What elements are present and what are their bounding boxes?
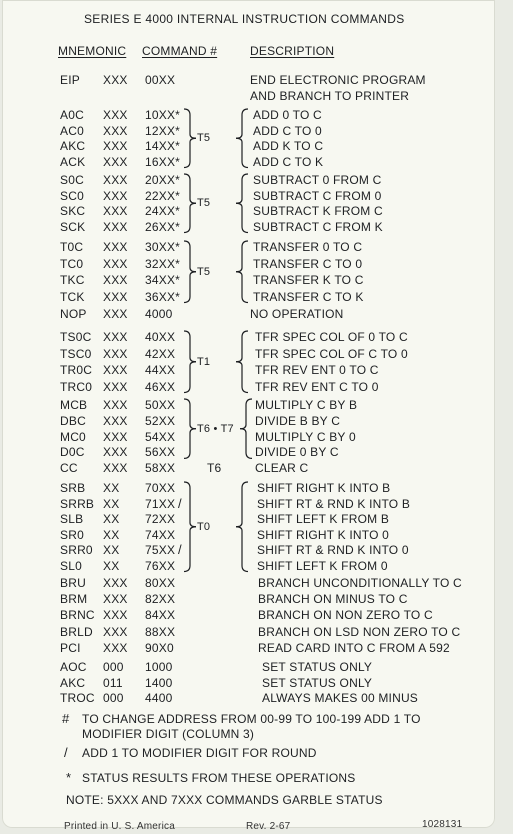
address-cell: XX — [103, 527, 120, 542]
hash-footnote-line1: TO CHANGE ADDRESS FROM 00-99 TO 100-199 ADD 1 TO — [82, 712, 421, 726]
description-cell: DIVIDE 0 BY C — [255, 445, 339, 460]
command-cell: 20XX* — [145, 173, 181, 187]
address-cell: XXX — [103, 256, 128, 271]
description-cell: TRANSFER K TO C — [253, 273, 364, 287]
header-description: DESCRIPTION — [250, 44, 335, 58]
address-cell: XXX — [103, 461, 128, 476]
timing-label: T5 — [197, 265, 211, 278]
mnemonic-cell: NOP — [60, 307, 87, 321]
timing-label: T6 — [207, 461, 222, 476]
description-cell: ADD K TO C — [253, 139, 324, 153]
address-cell: XX — [103, 558, 120, 573]
description-cell: TRANSFER C TO 0 — [253, 256, 363, 271]
description-cell: SUBTRACT C FROM K — [253, 219, 383, 234]
mnemonic-cell: ACK — [60, 154, 86, 169]
mnemonic-cell: A0C — [60, 108, 84, 122]
command-cell: 50XX — [145, 398, 176, 412]
command-cell: 14XX* — [145, 139, 181, 153]
mnemonic-cell: SRRB — [60, 496, 95, 511]
description-cell: SHIFT RIGHT K INTO 0 — [257, 527, 390, 542]
address-cell: XXX — [103, 363, 128, 377]
address-cell: XXX — [103, 289, 128, 304]
mnemonic-cell: SL0 — [60, 558, 82, 573]
mnemonic-cell: S0C — [60, 173, 84, 187]
description-cell: SHIFT RT & RND K INTO 0 — [257, 543, 409, 557]
round-marker: / — [178, 495, 182, 511]
command-cell: 4000 — [145, 307, 173, 321]
mnemonic-cell: SKC — [60, 204, 86, 218]
mnemonic-cell: SR0 — [60, 527, 84, 542]
mnemonic-cell: AKC — [60, 675, 86, 690]
garble-note: NOTE: 5XXX AND 7XXX COMMANDS GARBLE STATUS — [66, 793, 383, 807]
address-cell: XXX — [103, 154, 128, 169]
command-cell: 12XX* — [145, 123, 181, 138]
command-cell: 42XX — [145, 346, 176, 361]
command-cell: 36XX* — [145, 289, 181, 304]
mnemonic-cell: TR0C — [60, 363, 93, 377]
description-cell: BRANCH ON LSD NON ZERO TO C — [258, 624, 461, 639]
star-footnote-text: STATUS RESULTS FROM THESE OPERATIONS — [82, 771, 356, 785]
slash-footnote-marker: / — [64, 745, 68, 760]
mnemonic-cell: AKC — [60, 139, 86, 153]
address-cell: XXX — [103, 413, 128, 428]
command-cell: 71XX — [145, 496, 176, 511]
command-cell: 88XX — [145, 624, 176, 639]
printed-in: Printed in U. S. America — [64, 821, 175, 832]
address-cell: XXX — [103, 204, 128, 218]
description-cell: SHIFT LEFT K FROM B — [257, 512, 390, 526]
command-cell: 22XX* — [145, 188, 181, 203]
address-cell: XXX — [103, 576, 128, 590]
instruction-card — [2, 0, 495, 832]
mnemonic-cell: TCK — [60, 289, 85, 304]
command-cell: 82XX — [145, 592, 176, 607]
address-cell: XXX — [103, 73, 128, 87]
command-cell: 75XX — [145, 543, 176, 557]
timing-label: T6 • T7 — [197, 422, 234, 435]
address-cell: XXX — [103, 429, 128, 444]
address-cell: XXX — [103, 307, 128, 321]
mnemonic-cell: BRM — [60, 592, 88, 607]
description-cell: END ELECTRONIC PROGRAM — [250, 73, 426, 87]
command-cell: 32XX* — [145, 256, 181, 271]
address-cell: XXX — [103, 173, 128, 187]
mnemonic-cell: BRLD — [60, 624, 93, 639]
mnemonic-cell: D0C — [60, 445, 85, 460]
right-brace-upper — [236, 482, 248, 527]
command-cell: 72XX — [145, 512, 176, 526]
header-mnemonic: MNEMONIC — [58, 44, 127, 58]
address-cell: XXX — [103, 108, 128, 122]
mnemonic-cell: SRR0 — [60, 543, 93, 557]
description-cell: ADD 0 TO C — [253, 108, 322, 122]
description-cell: ADD C TO K — [253, 154, 324, 169]
description-cell: SUBTRACT C FROM 0 — [253, 188, 382, 203]
command-cell: 4400 — [145, 691, 173, 706]
address-cell: XXX — [103, 445, 128, 460]
description-cell: READ CARD INTO C FROM A 592 — [258, 640, 450, 655]
description-cell: AND BRANCH TO PRINTER — [250, 89, 410, 103]
description-cell: SHIFT LEFT K FROM 0 — [257, 558, 388, 573]
command-cell: 34XX* — [145, 273, 181, 287]
description-cell: MULTIPLY C BY B — [255, 398, 358, 412]
hash-footnote-marker: # — [62, 711, 70, 726]
timing-label: T5 — [197, 132, 211, 145]
command-cell: 26XX* — [145, 219, 181, 234]
address-cell: XXX — [103, 330, 128, 344]
description-cell: DIVIDE B BY C — [255, 413, 341, 428]
command-cell: 1400 — [145, 675, 173, 690]
command-cell: 00XX — [145, 73, 176, 87]
address-cell: XXX — [103, 608, 128, 623]
description-cell: NO OPERATION — [250, 307, 344, 321]
command-cell: 58XX — [145, 461, 176, 476]
command-cell: 84XX — [145, 608, 176, 623]
address-cell: XXX — [103, 346, 128, 361]
mnemonic-cell: EIP — [60, 73, 80, 87]
command-cell: 54XX — [145, 429, 176, 444]
address-cell: XXX — [103, 640, 128, 655]
description-cell: SUBTRACT K FROM C — [253, 204, 383, 218]
address-cell: XX — [103, 496, 120, 511]
command-cell: 10XX* — [145, 108, 181, 122]
command-cell: 46XX — [145, 379, 176, 394]
mnemonic-cell: TKC — [60, 273, 85, 287]
address-cell: XXX — [103, 398, 128, 412]
command-cell: 74XX — [145, 527, 176, 542]
description-cell: ALWAYS MAKES 00 MINUS — [262, 691, 419, 706]
timing-label: T1 — [197, 355, 211, 368]
timing-label: T5 — [197, 197, 211, 210]
description-cell: TFR SPEC COL OF C TO 0 — [255, 346, 408, 361]
description-cell: SET STATUS ONLY — [262, 675, 373, 690]
mnemonic-cell: TSC0 — [60, 346, 92, 361]
right-brace-lower — [236, 527, 248, 572]
command-cell: 52XX — [145, 413, 176, 428]
address-cell: XX — [103, 543, 120, 557]
mnemonic-cell: TS0C — [60, 330, 92, 344]
mnemonic-cell: PCI — [60, 640, 81, 655]
mnemonic-cell: TRC0 — [60, 379, 93, 394]
address-cell: XX — [103, 481, 120, 495]
description-cell: BRANCH ON MINUS TO C — [258, 592, 408, 607]
hash-footnote-line2: MODIFIER DIGIT (COLUMN 3) — [82, 727, 255, 741]
star-footnote-marker: * — [66, 770, 72, 785]
command-cell: 70XX — [145, 481, 176, 495]
mnemonic-cell: BRNC — [60, 608, 95, 623]
address-cell: XXX — [103, 273, 128, 287]
left-brace-upper — [184, 482, 196, 527]
address-cell: 000 — [103, 691, 124, 706]
address-cell: XXX — [103, 592, 128, 607]
description-cell: SHIFT RIGHT K INTO B — [257, 481, 391, 495]
command-cell: 1000 — [145, 660, 173, 674]
description-cell: BRANCH ON NON ZERO TO C — [258, 608, 433, 623]
description-cell: SET STATUS ONLY — [262, 660, 373, 674]
description-cell: TFR SPEC COL OF 0 TO C — [255, 330, 408, 344]
command-cell: 44XX — [145, 363, 176, 377]
command-cell: 16XX* — [145, 154, 181, 169]
address-cell: 011 — [103, 675, 123, 690]
mnemonic-cell: SLB — [60, 512, 84, 526]
description-cell: TRANSFER 0 TO C — [253, 240, 363, 254]
mnemonic-cell: CC — [60, 461, 78, 476]
revision: Rev. 2-67 — [246, 821, 291, 832]
header-command: COMMAND # — [142, 44, 218, 58]
description-cell: BRANCH UNCONDITIONALLY TO C — [258, 576, 462, 590]
address-cell: XXX — [103, 240, 128, 254]
address-cell: XXX — [103, 139, 128, 153]
slash-footnote-text: ADD 1 TO MODIFIER DIGIT FOR ROUND — [82, 746, 317, 760]
address-cell: 000 — [103, 660, 124, 674]
left-brace-lower — [184, 527, 196, 572]
address-cell: XXX — [103, 379, 128, 394]
command-cell: 24XX* — [145, 204, 181, 218]
description-cell: TRANSFER C TO K — [253, 289, 364, 304]
address-cell: XXX — [103, 188, 128, 203]
command-cell: 80XX — [145, 576, 176, 590]
mnemonic-cell: DBC — [60, 413, 86, 428]
description-cell: SUBTRACT 0 FROM C — [253, 173, 382, 187]
page-title: SERIES E 4000 INTERNAL INSTRUCTION COMMANDS — [84, 12, 405, 26]
form-number: 1028131 — [422, 819, 463, 830]
mnemonic-cell: TC0 — [60, 256, 84, 271]
command-cell: 90X0 — [145, 640, 174, 655]
description-cell: ADD C TO 0 — [253, 123, 322, 138]
mnemonic-cell: AC0 — [60, 123, 84, 138]
address-cell: XX — [103, 512, 120, 526]
mnemonic-cell: SRB — [60, 481, 86, 495]
mnemonic-cell: MCB — [60, 398, 88, 412]
mnemonic-cell: SC0 — [60, 188, 84, 203]
mnemonic-cell: TROC — [60, 691, 95, 706]
command-cell: 56XX — [145, 445, 176, 460]
address-cell: XXX — [103, 123, 128, 138]
description-cell: SHIFT RT & RND K INTO B — [257, 496, 411, 511]
mnemonic-cell: T0C — [60, 240, 84, 254]
mnemonic-cell: AOC — [60, 660, 87, 674]
round-marker: / — [178, 542, 182, 557]
mnemonic-cell: MC0 — [60, 429, 86, 444]
command-cell: 30XX* — [145, 240, 181, 254]
description-cell: CLEAR C — [255, 461, 309, 476]
timing-label: T0 — [197, 520, 211, 533]
mnemonic-cell: SCK — [60, 219, 86, 234]
description-cell: MULTIPLY C BY 0 — [255, 429, 356, 444]
mnemonic-cell: BRU — [60, 576, 86, 590]
command-cell: 76XX — [145, 558, 176, 573]
command-cell: 40XX — [145, 330, 176, 344]
address-cell: XXX — [103, 219, 128, 234]
description-cell: TFR REV ENT C TO 0 — [255, 379, 379, 394]
address-cell: XXX — [103, 624, 128, 639]
description-cell: TFR REV ENT 0 TO C — [255, 363, 379, 377]
